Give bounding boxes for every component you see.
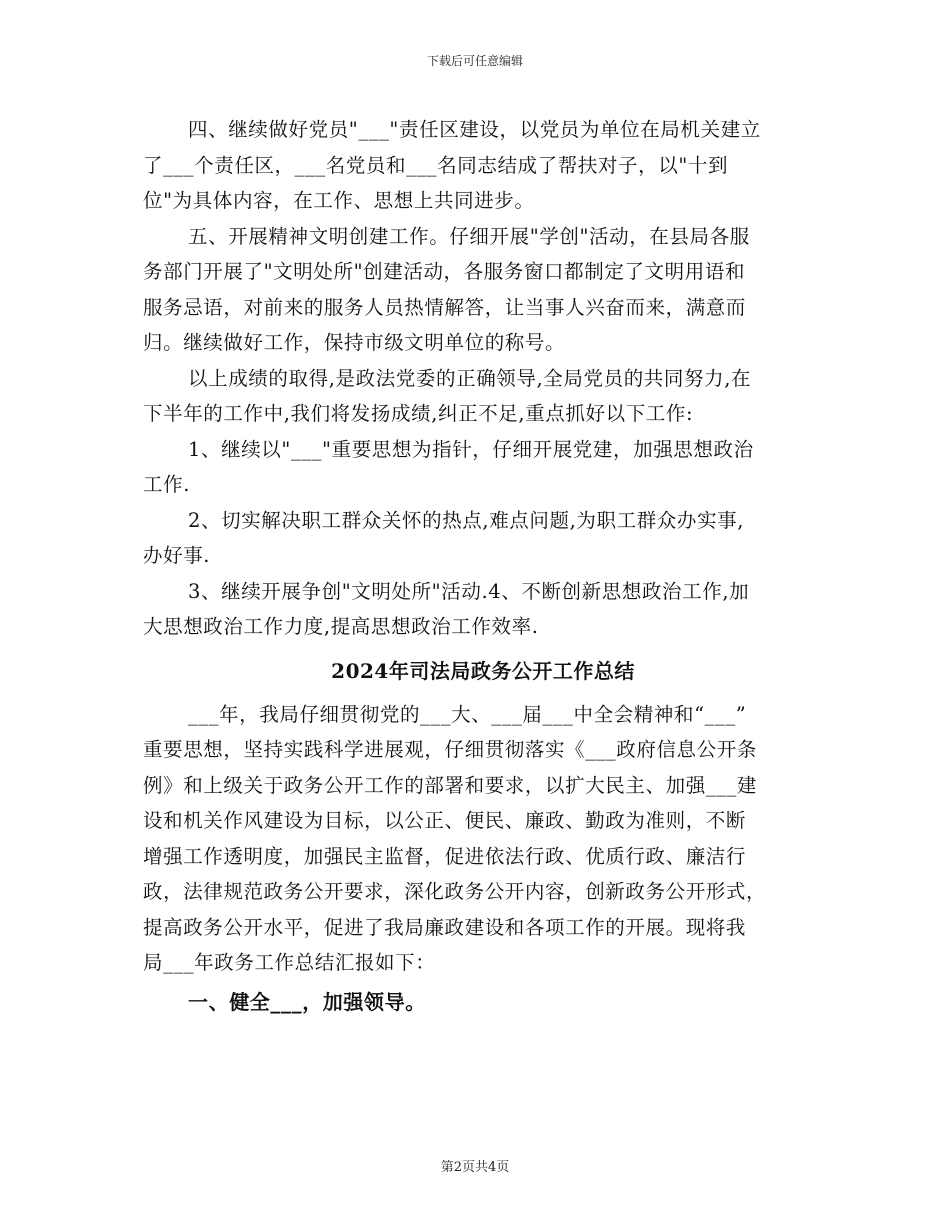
paragraph-line: 大思想政治工作力度,提高思想政治工作效率. [143, 615, 539, 638]
paragraph-line: 归。继续做好工作，保持市级文明单位的称号。 [143, 331, 566, 354]
paragraph-line: 务部门开展了"文明处所"创建活动，各服务窗口都制定了文明用语和 [143, 260, 746, 283]
paragraph-line: 位"为具体内容，在工作、思想上共同进步。 [143, 189, 535, 212]
paragraph-line: 了___个责任区，___名党员和___名同志结成了帮扶对子，以"十到 [143, 153, 729, 177]
section-summary [143, 697, 823, 1021]
paragraph-line: 工作. [143, 473, 190, 496]
paragraph-line: 以上成绩的取得,是政法党委的正确领导,全局党员的共同努力,在 [188, 366, 752, 390]
paragraph-line: 设和机关作风建设为目标，以公正、便民、廉政、勤政为准则，不断 [143, 809, 747, 832]
document-body [143, 112, 823, 1020]
page-footer: 第2页共4页 [440, 1160, 510, 1175]
paragraph-line: 服务忌语，对前来的服务人员热情解答，让当事人兴奋而来，满意而 [143, 295, 747, 319]
paragraph-line: 办好事. [143, 544, 211, 567]
section-heading: 一、健全___，加强领导。 [188, 989, 426, 1014]
paragraph-line: 增强工作透明度，加强民主监督，促进依法行政、优质行政、廉洁行 [143, 844, 747, 868]
paragraph-line: 提高政务公开水平，促进了我局廉政建设和各项工作的开展。现将我 [143, 915, 747, 939]
paragraph-line: 局___年政务工作总结汇报如下： [143, 951, 436, 974]
paragraph-line: ___年，我局仔细贯彻党的___大、___届___中全会精神和“___” [188, 702, 747, 726]
document-title: 2024年司法局政务公开工作总结 [331, 658, 635, 683]
paragraph-line: 下半年的工作中,我们将发扬成绩,纠正不足,重点抓好以下工作: [143, 402, 694, 425]
paragraph-line: 1、继续以"___"重要思想为指针，仔细开展党建，加强思想政治 [188, 437, 754, 461]
paragraph-line: 3、继续开展争创"文明处所"活动.4、不断创新思想政治工作,加 [188, 579, 750, 603]
paragraph-line: 政，法律规范政务公开要求，深化政务公开内容，创新政务公开形式， [143, 880, 767, 903]
section-continuation [143, 112, 823, 645]
paragraph-line: 例》和上级关于政务公开工作的部署和要求，以扩大民主、加强___建 [143, 773, 757, 797]
paragraph-line: 2、切实解决职工群众关怀的热点,难点问题,为职工群众办实事, [188, 508, 745, 532]
page-header: 下载后可任意编辑 [426, 54, 523, 68]
paragraph-line: 五、开展精神文明创建工作。仔细开展"学创"活动，在县局各服 [188, 224, 750, 248]
paragraph-line: 重要思想，坚持实践科学进展观，仔细贯彻落实《___政府信息公开条 [143, 738, 757, 761]
paragraph-line: 四、继续做好党员"___"责任区建设，以党员为单位在局机关建立 [188, 118, 761, 141]
